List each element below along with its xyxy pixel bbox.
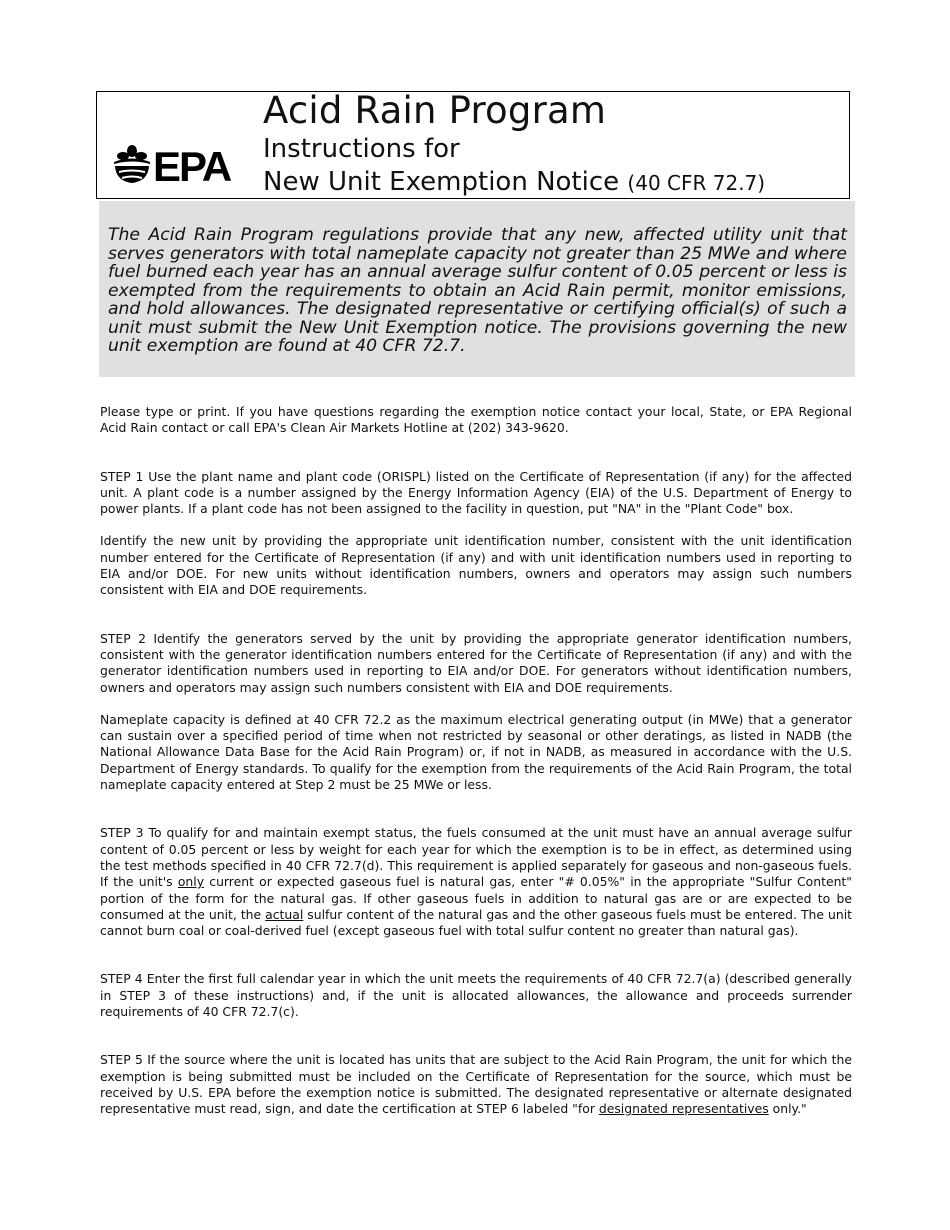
epa-logo-text: EPA [153, 143, 231, 186]
epa-logo [113, 142, 241, 186]
page-subtitle-line2 [263, 166, 765, 200]
step3-underline-only: only [177, 874, 205, 890]
step3-text-b: current or expected gaseous fuel is natural gas, enter "# 0.05%" in the appropriate "Sulfur Content" portion of the form for the natural gas. If other gaseous fuels in addition to natural gas are or are expected to be consumed at the unit, the [100, 874, 852, 922]
step3-paragraph [100, 825, 852, 939]
step5-underline: designated representatives [598, 1101, 769, 1117]
page-title: Acid Rain Program [263, 89, 607, 132]
step5-paragraph [100, 1052, 852, 1117]
step1-paragraph1: STEP 1 Use the plant name and plant code (ORISPL) listed on the Certificate of Representation (if any) for the affected unit. A plant code is a number assigned by the Energy Information Agency (EIA) of the U.S. Department of Energy to power plants. If a plant code has not been assigned to the facility in question, put "NA" in the "Plant Code" box. [100, 468, 852, 517]
step4-paragraph: STEP 4 Enter the first full calendar year in which the unit meets the requirements of 40 CFR 72.7(a) (described generally in STEP 3 of these instructions) and, if the unit is allocated allowances, the allowance and proceeds surrender requirements of 40 CFR 72.7(c). [100, 971, 852, 1020]
subtitle-text: New Unit Exemption Notice [263, 167, 620, 197]
step1-paragraph2: Identify the new unit by providing the appropriate unit identification number, consistent with the unit identification number entered for the Certificate of Representation (if any) and with unit identification numbers used in reporting to EIA and/or DOE. For new units without identification numbers, owners and operators may assign such numbers consistent with EIA and DOE requirements. [100, 533, 852, 598]
step2-paragraph1: STEP 2 Identify the generators served by the unit by providing the appropriate generator identification numbers, consistent with the generator identification numbers entered for the Certificate of Representation (if any) and with the generator identification numbers used in reporting to EIA and/or DOE. For generators without identification numbers, owners and operators may assign such numbers consistent with EIA and DOE requirements. [100, 630, 852, 695]
intro-box [99, 201, 855, 377]
title-block [263, 89, 765, 200]
step2-paragraph2: Nameplate capacity is defined at 40 CFR 72.2 as the maximum electrical generating output (in MWe) that a generator can sustain over a specified period of time when not restricted by seasonal or other deratings, as listed in NADB (the National Allowance Data Base for the Acid Rain Program) or, if not in NADB, as measured in accordance with the U.S. Department of Energy standards. To qualify for the exemption from the requirements of the Acid Rain Program, the total nameplate capacity entered at Step 2 must be 25 MWe or less. [100, 711, 852, 793]
subtitle-cfr: (40 CFR 72.7) [627, 171, 766, 195]
intro-text: The Acid Rain Program regulations provide that any new, affected utility unit that serves generators with total nameplate capacity not greater than 25 MWe and where fuel burned each year has an annual average sulfur content of 0.05 percent or less is exempted from the requirements to obtain an Acid Rain permit, monitor emissions, and hold allowances. The designated representative or certifying official(s) of such a unit must submit the New Unit Exemption notice. The provisions governing the new unit exemption are found at 40 CFR 72.7. [108, 225, 847, 356]
step3-underline-actual: actual [265, 906, 304, 922]
instructions-body [100, 404, 852, 1118]
general-instructions: Please type or print. If you have questions regarding the exemption notice contact your local, State, or EPA Regional Acid Rain contact or call EPA's Clean Air Markets Hotline at (202) 343-9620. [100, 404, 852, 436]
step3-text-c: sulfur content of the natural gas and the other gaseous fuels must be entered. The unit cannot burn coal or coal-derived fuel (except gaseous fuel with total sulfur content no greater than natural gas). [100, 906, 853, 939]
step3-text-a: STEP 3 To qualify for and maintain exempt status, the fuels consumed at the unit must have an annual average sulfur content of 0.05 percent or less by weight for each year for which the exemption is to be in effect, as determined using the test methods specified in 40 CFR 72.7(d). This requirement is applied separately for gaseous and non-gaseous fuels. If the unit's [100, 825, 852, 890]
step5-text-a: STEP 5 If the source where the unit is located has units that are subject to the Acid Rain Program, the unit for which the exemption is being submitted must be included on the Certificate of Representation for the source, which must be received by U.S. EPA before the exemption notice is submitted. The designated representative or alternate designated representative must read, sign, and date the certification at STEP 6 labeled "for [100, 1052, 852, 1117]
step5-text-b: only." [768, 1101, 807, 1117]
header-box [96, 91, 850, 199]
page-subtitle-line1: Instructions for [263, 134, 460, 164]
